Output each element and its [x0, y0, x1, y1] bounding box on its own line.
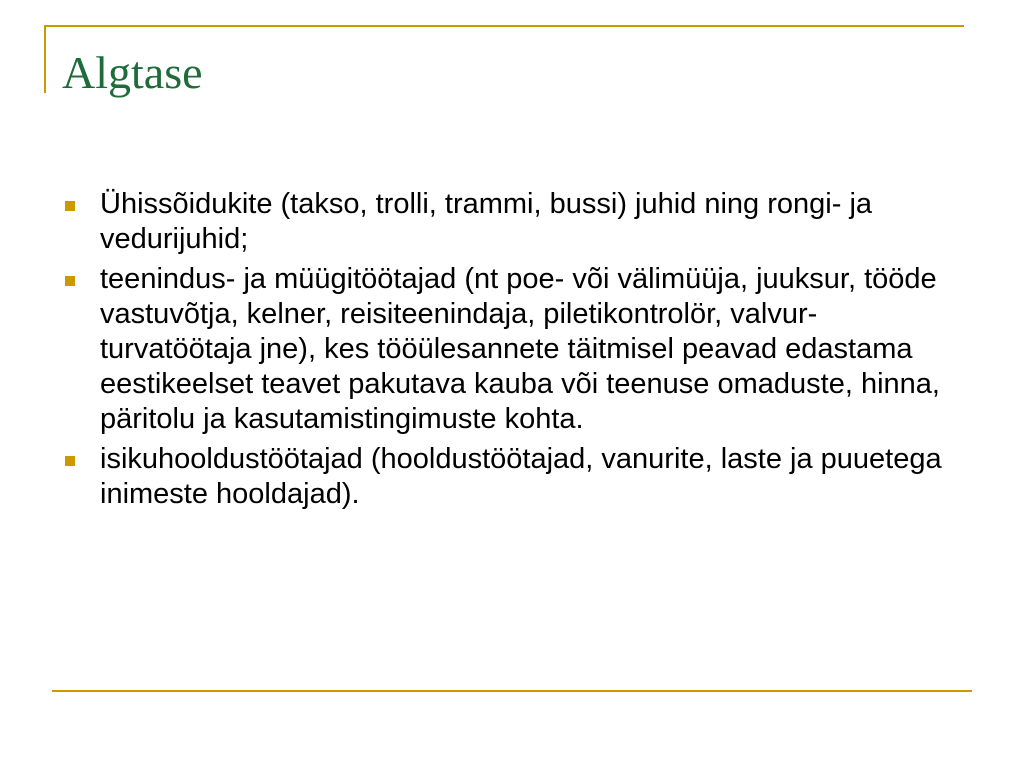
square-bullet-icon: [65, 456, 75, 466]
bullet-list: [62, 187, 962, 517]
bullet-text: teenindus- ja müügitöötajad (nt poe- või välimüüja, juuksur, tööde vastuvõtja, kelner, reisiteenindaja, piletikontrolör, valvur-turvatöötaja jne), kes tööülesannete täitmisel peavad edastama eestikeelset teavet pakutava kauba või teenuse omaduste, hinna, päritolu ja kasutamistingimuste kohta.: [100, 263, 940, 435]
bullet-item: [62, 442, 962, 512]
bullet-item: [62, 187, 962, 257]
bullet-item: [62, 262, 962, 437]
square-bullet-icon: [65, 201, 75, 211]
square-bullet-icon: [65, 276, 75, 286]
bullet-text: isikuhooldustöötajad (hooldustöötajad, vanurite, laste ja puuetega inimeste hooldajad).: [100, 443, 942, 510]
slide-title: Algtase: [62, 47, 203, 98]
left-accent-line: [44, 25, 46, 93]
bottom-accent-line: [52, 690, 972, 692]
bullet-text: Ühissõidukite (takso, trolli, trammi, bussi) juhid ning rongi- ja vedurijuhid;: [100, 188, 873, 255]
top-accent-line: [44, 25, 964, 27]
